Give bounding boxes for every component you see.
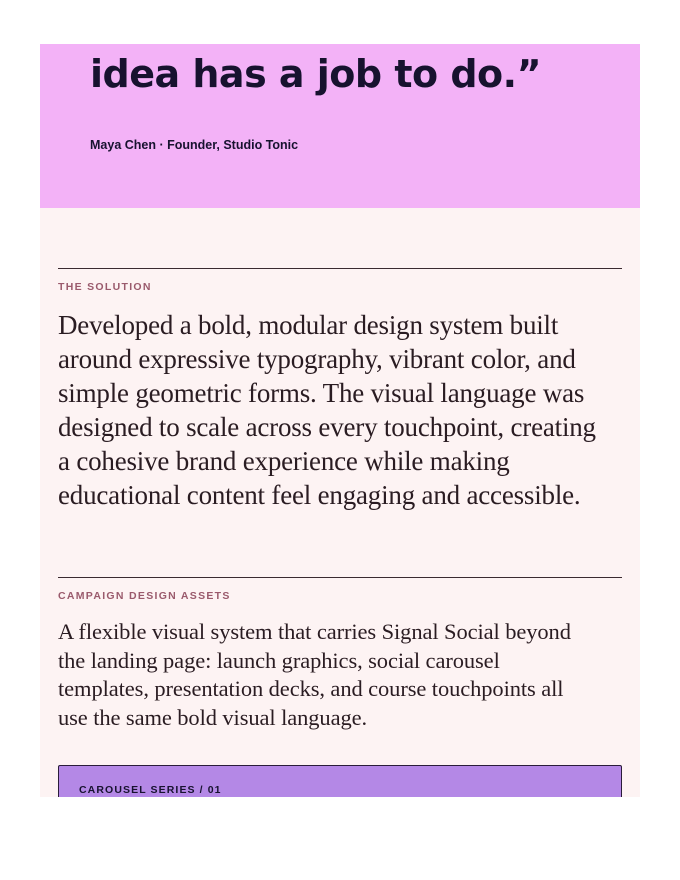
testimonial-attribution: Maya Chen · Founder, Studio Tonic — [90, 138, 299, 152]
solution-eyebrow: THE SOLUTION — [58, 281, 152, 293]
testimonial-quote-text: idea has a job to do.” — [90, 52, 542, 96]
campaign-assets-eyebrow: CAMPAIGN DESIGN ASSETS — [58, 590, 231, 602]
solution-body-text: Developed a bold, modular design system built around expressive typography, vibrant color, and simple geometric forms. The visual language was designed to scale across every touchpoint, creating a cohesive brand experience while making educational content feel engaging and accessible. — [58, 310, 596, 510]
carousel-series-label: CAROUSEL SERIES / 01 — [79, 784, 222, 796]
carousel-series-card[interactable] — [58, 765, 622, 797]
section-divider — [58, 268, 622, 269]
testimonial-quote-band — [40, 44, 640, 208]
section-divider — [58, 577, 622, 578]
case-study-page — [40, 44, 640, 797]
campaign-assets-body-text: A flexible visual system that carries Signal Social beyond the landing page: launch graphics, social carousel templates, presentation decks, and course touchpoints all use the same bold visual language. — [58, 619, 571, 730]
